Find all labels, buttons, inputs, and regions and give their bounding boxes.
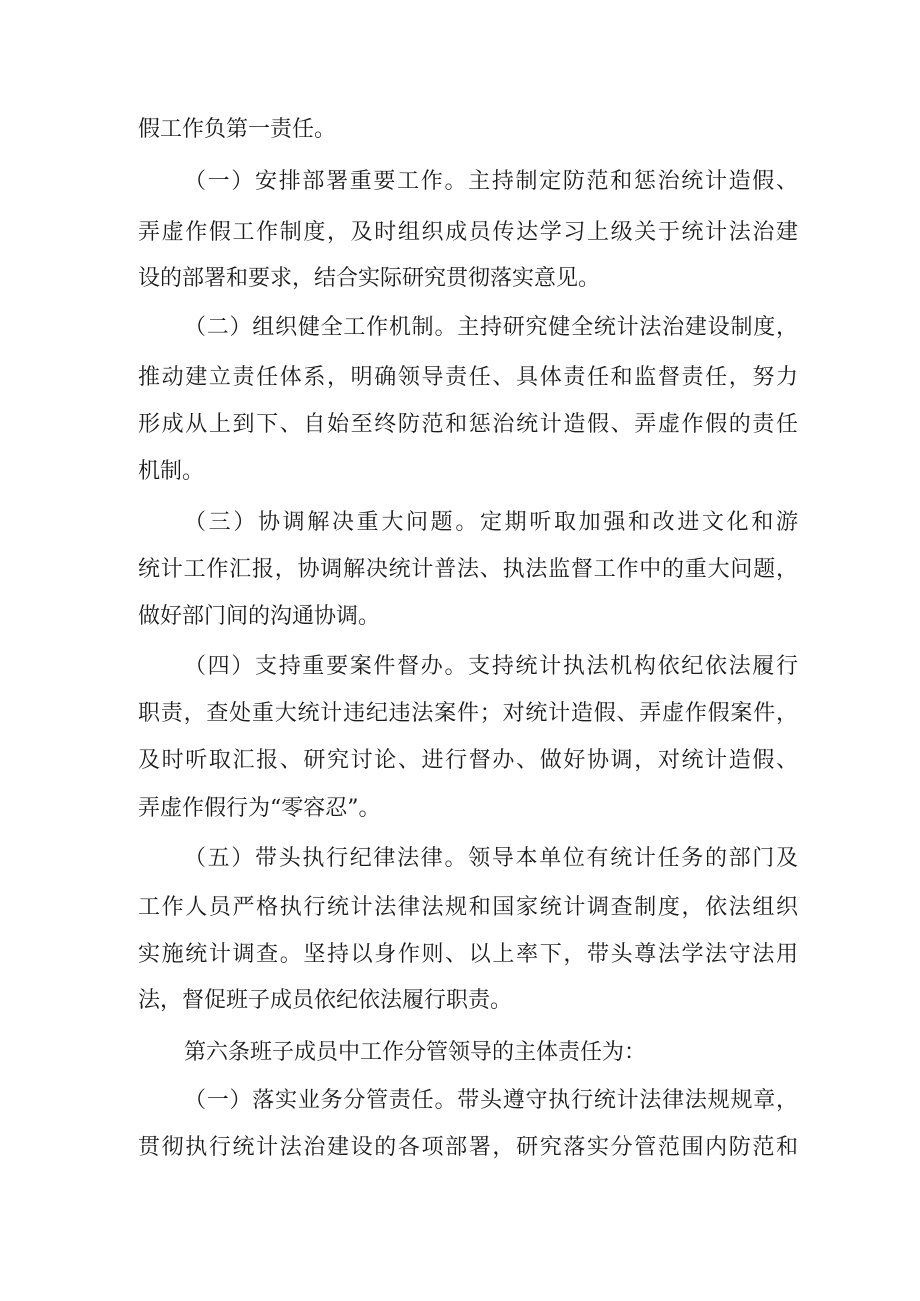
body-text-line: 形成从上到下、自始至终防范和惩治统计造假、弄虚作假的责任 (138, 412, 798, 437)
body-text-line: （一）落实业务分管责任。带头遵守执行统计法律法规规章， (184, 1088, 798, 1113)
body-text-line: （二）组织健全工作机制。主持研究健全统计法治建设制度， (184, 315, 798, 340)
body-text-line: 做好部门间的沟通协调。 (138, 604, 381, 629)
body-text-line: 职责，查处重大统计违纪违法案件；对统计造假、弄虚作假案件， (138, 701, 798, 726)
body-text-line: 及时听取汇报、研究讨论、进行督办、做好协调，对统计造假、 (138, 748, 798, 773)
body-text-line: 弄虚作假工作制度，及时组织成员传达学习上级关于统计法治建 (138, 220, 798, 245)
body-text-line: 实施统计调查。坚持以身作则、以上率下，带头尊法学法守法用 (138, 942, 798, 967)
body-text-line: 推动建立责任体系，明确领导责任、具体责任和监督责任，努力 (138, 365, 798, 390)
body-text-line: 假工作负第一责任。 (138, 117, 337, 142)
body-text-line: （一）安排部署重要工作。主持制定防范和惩治统计造假、 (184, 169, 798, 194)
body-text-line: 工作人员严格执行统计法律法规和国家统计调查制度，依法组织 (138, 895, 798, 920)
body-text-line: 贯彻执行统计法治建设的各项部署，研究落实分管范围内防范和 (138, 1135, 798, 1160)
body-text-line: （四）支持重要案件督办。支持统计执法机构依纪依法履行 (184, 654, 798, 679)
body-text-line: 机制。 (138, 459, 205, 484)
body-text-line: 法，督促班子成员依纪依法履行职责。 (138, 988, 513, 1013)
body-text-line: 设的部署和要求，结合实际研究贯彻落实意见。 (138, 266, 601, 291)
body-text-line: 弄虚作假行为“零容忍”。 (138, 796, 381, 821)
article-heading-line: 第六条班子成员中工作分管领导的主体责任为： (184, 1040, 647, 1065)
body-text-line: 统计工作汇报，协调解决统计普法、执法监督工作中的重大问题， (138, 557, 798, 582)
body-text-line: （三）协调解决重大问题。定期听取加强和改进文化和游 (184, 510, 798, 535)
body-text-line: （五）带头执行纪律法律。领导本单位有统计任务的部门及 (184, 846, 798, 871)
